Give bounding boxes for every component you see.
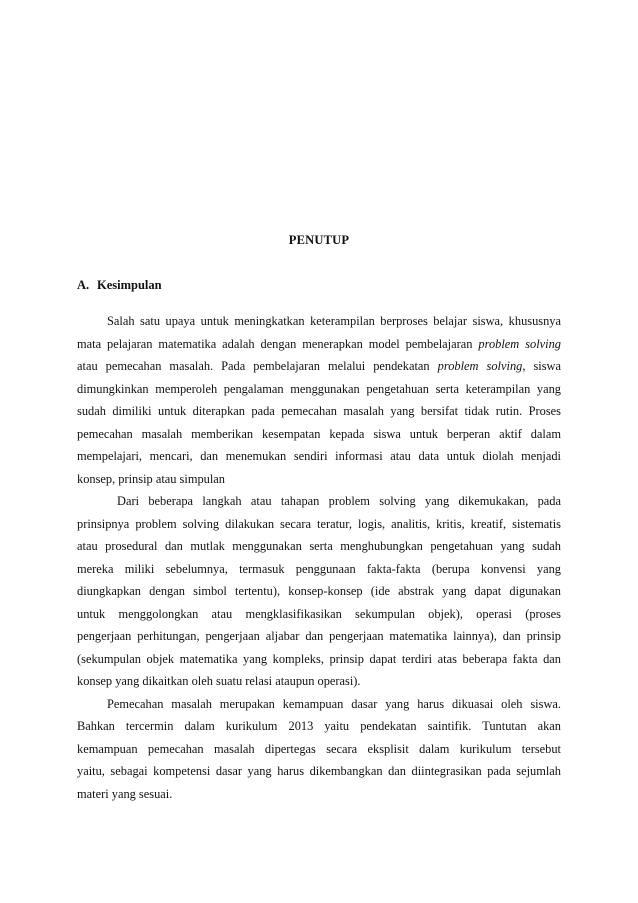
chapter-title: PENUTUP — [288, 233, 350, 247]
line-text: mata pelajaran matematika adalah dengan menerapkan model pembelajaran — [77, 336, 479, 351]
paragraph-line — [77, 355, 561, 378]
paragraph-line: diungkapkan dengan simbol tertentu), konsep-konsep (ide abstrak yang dapat digunakan — [77, 584, 561, 598]
line-text: atau pemecahan masalah. Pada pembelajaran melalui pendekatan — [77, 359, 438, 373]
paragraph-line: Dari beberapa langkah atau tahapan problem solving yang dikemukakan, pada — [117, 494, 561, 508]
paragraph-line: yaitu, sebagai kompetensi dasar yang harus dikembangkan dan diintegrasikan pada sejumlah — [77, 764, 561, 778]
paragraph-line: konsep, prinsip atau simpulan — [77, 471, 225, 486]
section-title: Kesimpulan — [97, 278, 162, 292]
paragraph-line: materi yang sesuai. — [77, 786, 173, 801]
paragraph-3 — [77, 693, 561, 806]
paragraph-line: pemecahan masalah memberikan kesempatan kepada siswa untuk berperan aktif dalam — [77, 426, 561, 441]
paragraph-line: sudah dimiliki untuk diterapkan pada pemecahan masalah yang bersifat tidak rutin. Proses — [77, 404, 561, 418]
section-letter: A. — [77, 278, 90, 292]
line-text: , siswa — [522, 359, 562, 373]
paragraph-line: Pemecahan masalah merupakan kemampuan dasar yang harus dikuasai oleh siswa. — [107, 696, 561, 711]
paragraph-line: untuk menggolongkan atau mengklasifikasikan sekumpulan objek), operasi (proses — [77, 606, 561, 621]
paragraph-1 — [77, 310, 561, 490]
paragraph-line: konsep yang dikaitkan oleh suatu relasi ataupun operasi). — [77, 674, 361, 688]
italic-term: problem solving — [437, 359, 523, 373]
paragraph-line: (sekumpulan objek matematika yang kompleks, prinsip dapat terdiri atas beberapa fakta dan — [77, 651, 561, 666]
paragraph-line: Bahkan tercermin dalam kurikulum 2013 yaitu pendekatan saintifik. Tuntutan akan — [77, 719, 561, 733]
paragraph-2 — [77, 490, 561, 693]
paragraph-line — [77, 333, 561, 356]
paragraph-line: Salah satu upaya untuk meningkatkan keterampilan berproses belajar siswa, khususnya — [107, 314, 561, 328]
italic-term: problem solving — [478, 336, 561, 351]
paragraph-line: mereka miliki sebelumnya, termasuk penggunaan fakta-fakta (berupa konvensi yang — [77, 561, 561, 576]
paragraph-line: prinsipnya problem solving dilakukan secara teratur, logis, analitis, kritis, kreatif, sistematis — [77, 516, 561, 531]
paragraph-line: atau prosedural dan mutlak menggunakan serta menghubungkan pengetahuan yang sudah — [77, 539, 561, 553]
paragraph-line: pengerjaan perhitungan, pengerjaan aljabar dan pengerjaan matematika lainnya), dan prinsip — [77, 629, 561, 643]
paragraph-line: kemampuan pemecahan masalah dipertegas secara eksplisit dalam kurikulum tersebut — [77, 741, 561, 756]
section-heading — [77, 278, 162, 293]
paragraph-line: mempelajari, mencari, dan menemukan sendiri informasi atau data untuk diolah menjadi — [77, 449, 561, 463]
paragraph-line: dimungkinkan memperoleh pengalaman menggunakan pengetahuan serta keterampilan yang — [77, 381, 561, 396]
body-text — [77, 310, 561, 805]
